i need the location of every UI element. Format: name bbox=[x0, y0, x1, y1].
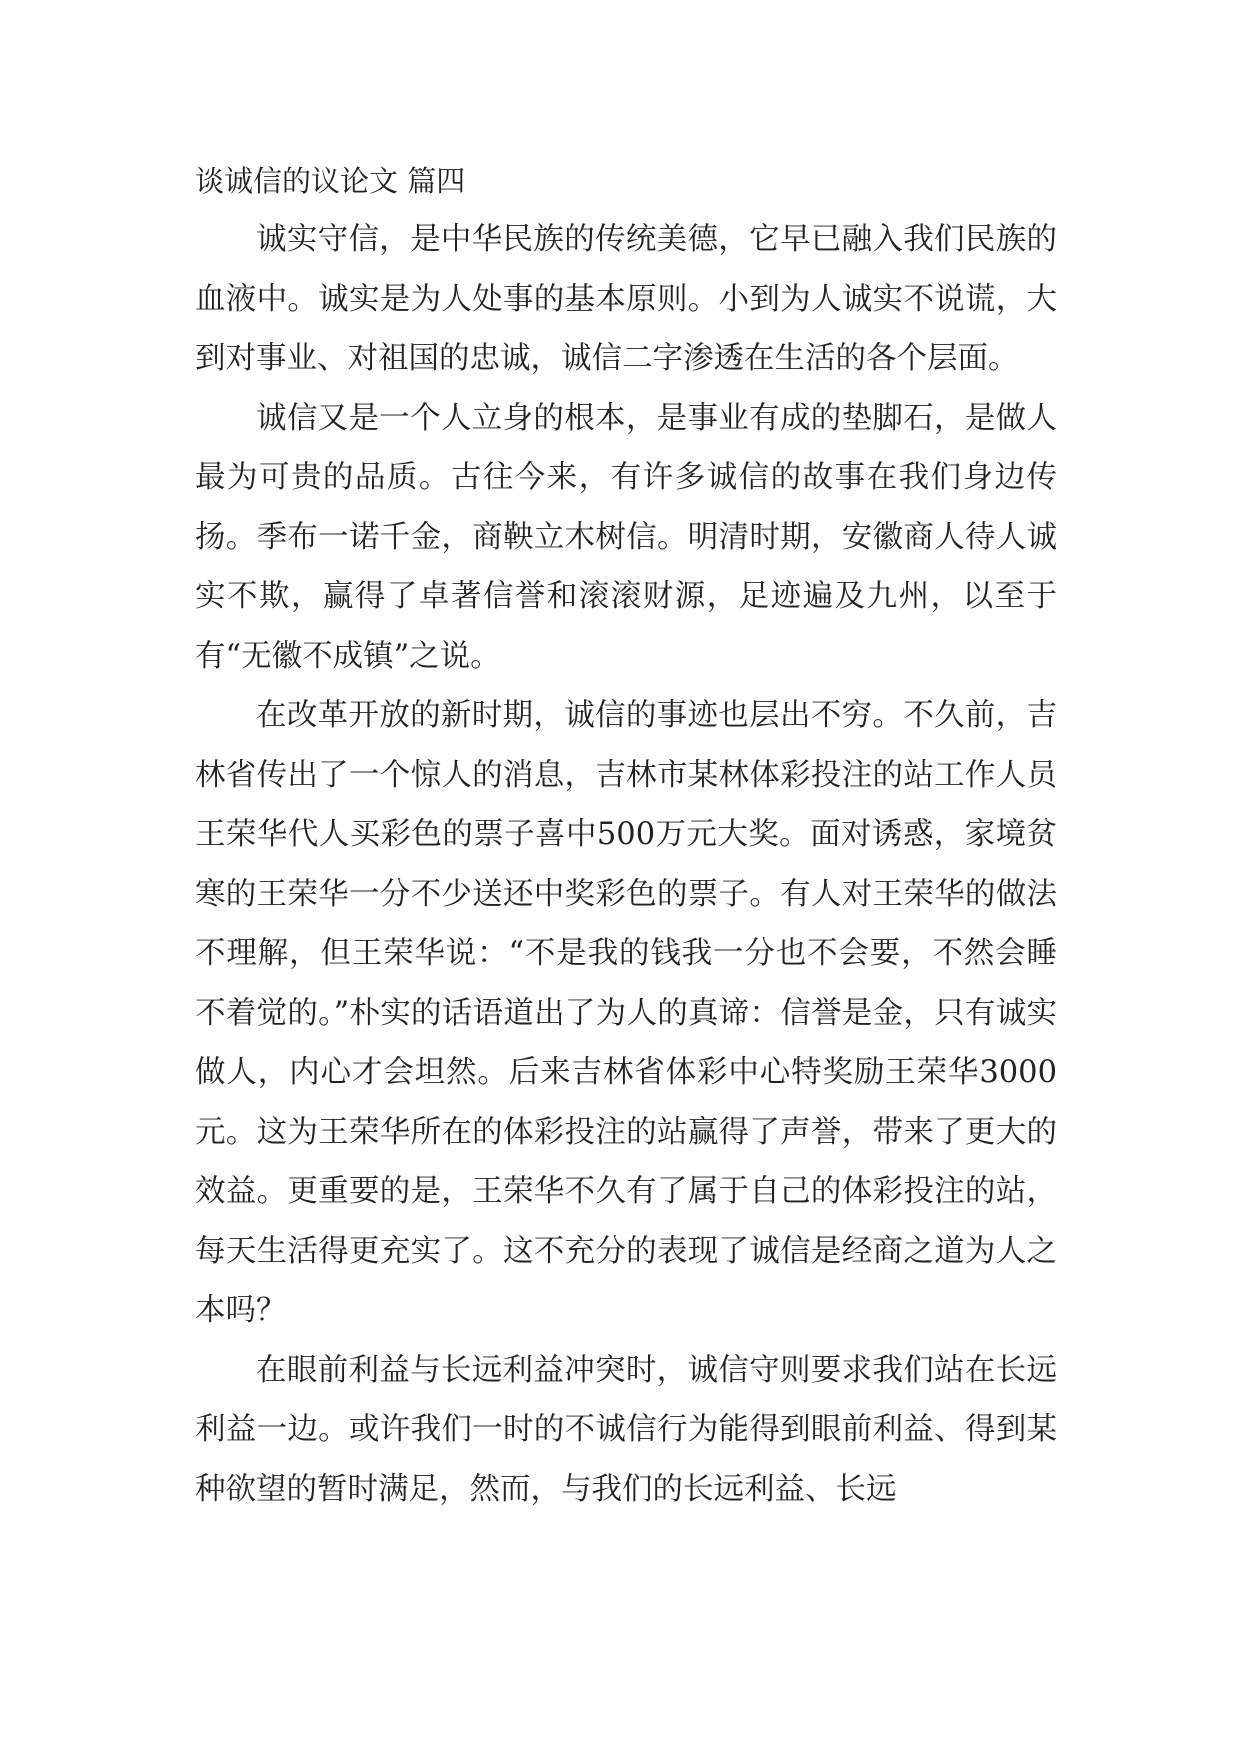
paragraph-4: 在眼前利益与长远利益冲突时，诚信守则要求我们站在长远利益一边。或许我们一时的不诚信行为能得到眼前利益、得到某种欲望的暂时满足，然而，与我们的长远利益、长远 bbox=[195, 1352, 1057, 1507]
document-heading: 谈诚信的议论文 篇四 bbox=[195, 164, 466, 198]
document-body bbox=[195, 152, 1057, 1519]
paragraph-1: 诚实守信，是中华民族的传统美德，它早已融入我们民族的血液中。诚实是为人处事的基本原则。小到为人诚实不说谎，大到对事业、对祖国的忠诚，诚信二字渗透在生活的各个层面。 bbox=[195, 222, 1057, 376]
paragraph-2: 诚信又是一个人立身的根本，是事业有成的垫脚石，是做人最为可贵的品质。古往今来，有许多诚信的故事在我们身边传扬。季布一诺千金，商鞅立木树信。明清时期，安徽商人待人诚实不欺，赢得了卓著信誉和滚滚财源，足迹遍及九州，以至于有“无徽不成镇”之说。 bbox=[195, 400, 1057, 674]
paragraph-3: 在改革开放的新时期，诚信的事迹也层出不穷。不久前，吉林省传出了一个惊人的消息，吉林市某林体彩投注的站工作人员王荣华代人买彩色的票子喜中500万元大奖。面对诱惑，家境贫寒的王荣华一分不少送还中奖彩色的票子。有人对王荣华的做法不理解，但王荣华说：“不是我的钱我一分也不会要，不然会睡不着觉的。”朴实的话语道出了为人的真谛：信誉是金，只有诚实做人，内心才会坦然。后来吉林省体彩中心特奖励王荣华3000元。这为王荣华所在的体彩投注的站赢得了声誉，带来了更大的效益。更重要的是，王荣华不久有了属于自己的体彩投注的站，每天生活得更充实了。这不充分的表现了诚信是经商之道为人之本吗？ bbox=[195, 698, 1057, 1328]
